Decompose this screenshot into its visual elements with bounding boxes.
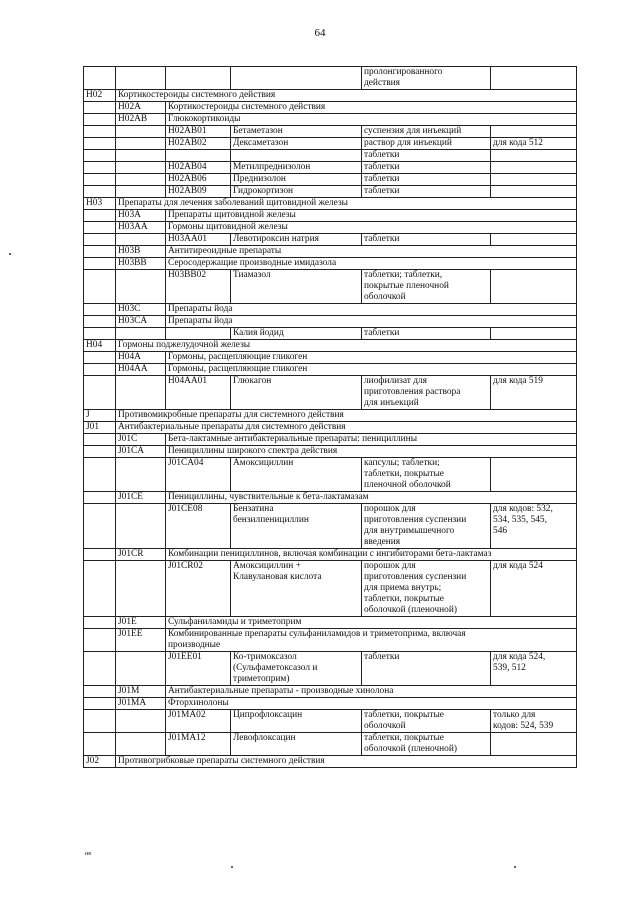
atc-code: J01CR02: [166, 561, 231, 617]
subgroup-description: Гормоны щитовидной железы: [166, 222, 577, 234]
group-row: [84, 549, 577, 561]
dosage-form: порошок для приготовления суспензии для внутримышечного введения: [362, 504, 491, 549]
group-code: J01: [84, 422, 116, 434]
group-row: [84, 364, 577, 376]
drug-row: [84, 150, 577, 162]
drug-name: Амоксициллин: [231, 458, 362, 492]
subgroup-description: Антитиреоидные препараты: [166, 246, 577, 258]
subgroup-code: J01CR: [116, 549, 166, 561]
drug-name: Глюкагон: [231, 376, 362, 410]
group-row: [84, 434, 577, 446]
subgroup-description: Препараты йода: [166, 316, 577, 328]
col-subgroup: [116, 376, 166, 410]
col-subgroup: [116, 174, 166, 186]
atc-code: J01MA02: [166, 710, 231, 733]
note: для кода 524: [491, 561, 577, 617]
drug-row: [84, 504, 577, 549]
drug-row: [84, 126, 577, 138]
note: [491, 186, 577, 198]
group-row: [84, 492, 577, 504]
note: [491, 458, 577, 492]
col-subgroup: [116, 733, 166, 756]
subgroup-code: H03A: [116, 210, 166, 222]
col-group: [84, 234, 116, 246]
note: [491, 328, 577, 340]
subgroup-code: J01MA: [116, 698, 166, 710]
dosage-form: таблетки; таблетки, покрытые пленочной оболочкой: [362, 270, 491, 304]
subgroup-code: J01EE: [116, 629, 166, 652]
subgroup-code: J01E: [116, 617, 166, 629]
atc-code: J01MA12: [166, 733, 231, 756]
col-group: [84, 328, 116, 340]
empty-cell: [84, 222, 116, 234]
subgroup-description: Глюкокортикоиды: [166, 114, 577, 126]
atc-code: H03AA01: [166, 234, 231, 246]
group-row: [84, 617, 577, 629]
drug-name: Бетаметазон: [231, 126, 362, 138]
empty-cell: [84, 316, 116, 328]
drug-name: Гидрокортизон: [231, 186, 362, 198]
subgroup-description: Пенициллины широкого спектра действия: [166, 446, 577, 458]
atc-code: [166, 67, 231, 90]
atc-code: [166, 150, 231, 162]
dosage-form: таблетки: [362, 328, 491, 340]
atc-code: H04AA01: [166, 376, 231, 410]
col-group: [84, 710, 116, 733]
group-code: J: [84, 410, 116, 422]
empty-cell: [84, 102, 116, 114]
group-description: Противогрибковые препараты системного действия: [116, 756, 577, 768]
group-code: J02: [84, 756, 116, 768]
subgroup-code: H03B: [116, 246, 166, 258]
note: для кодов: 532, 534, 535, 545, 546: [491, 504, 577, 549]
atc-code: H02AB06: [166, 174, 231, 186]
group-row: [84, 246, 577, 258]
subgroup-code: H03CA: [116, 316, 166, 328]
group-description: Кортикостероиды системного действия: [116, 90, 577, 102]
dosage-form: пролонгированного действия: [362, 67, 491, 90]
subgroup-code: H02A: [116, 102, 166, 114]
group-row: [84, 222, 577, 234]
col-group: [84, 652, 116, 686]
subgroup-description: Кортикостероиды системного действия: [166, 102, 577, 114]
drug-name: Калия йодид: [231, 328, 362, 340]
scan-speck: [9, 253, 11, 255]
drug-row: [84, 458, 577, 492]
group-row: [84, 446, 577, 458]
drug-row: [84, 561, 577, 617]
col-group: [84, 150, 116, 162]
dosage-form: раствор для инъекций: [362, 138, 491, 150]
group-row: [84, 90, 577, 102]
empty-cell: [84, 686, 116, 698]
group-code: H04: [84, 340, 116, 352]
subgroup-description: Гормоны, расщепляющие гликоген: [166, 364, 577, 376]
drug-name: Левофлоксацин: [231, 733, 362, 756]
group-description: Препараты для лечения заболеваний щитовидной железы: [116, 198, 577, 210]
subgroup-code: J01M: [116, 686, 166, 698]
col-group: [84, 504, 116, 549]
note: [491, 150, 577, 162]
group-row: [84, 102, 577, 114]
atc-code: J01CE08: [166, 504, 231, 549]
subgroup-description: Серосодержащие производные имидазола: [166, 258, 577, 270]
atc-code: H02AB02: [166, 138, 231, 150]
note: [491, 67, 577, 90]
drug-row: [84, 733, 577, 756]
empty-cell: [84, 617, 116, 629]
drug-row: [84, 376, 577, 410]
subgroup-code: H03C: [116, 304, 166, 316]
subgroup-code: H04AA: [116, 364, 166, 376]
empty-cell: [84, 698, 116, 710]
note: для кода 519: [491, 376, 577, 410]
subgroup-description: Комбинированные препараты сульфаниламидов и триметоприма, включая производные: [166, 629, 577, 652]
group-row: [84, 629, 577, 652]
col-subgroup: [116, 710, 166, 733]
col-subgroup: [116, 561, 166, 617]
dosage-form: таблетки, покрытые оболочкой (пленочной): [362, 733, 491, 756]
col-group: [84, 174, 116, 186]
page-number: 64: [314, 27, 326, 39]
empty-cell: [84, 434, 116, 446]
col-subgroup: [116, 162, 166, 174]
dosage-form: таблетки: [362, 174, 491, 186]
dosage-form: таблетки: [362, 186, 491, 198]
note: [491, 126, 577, 138]
empty-cell: [84, 304, 116, 316]
drug-name: Бензатина бензилпенициллин: [231, 504, 362, 549]
subgroup-code: H02AB: [116, 114, 166, 126]
group-description: Гормоны поджелудочной железы: [116, 340, 577, 352]
group-row: [84, 352, 577, 364]
atc-code: H02AB04: [166, 162, 231, 174]
drug-name: [231, 67, 362, 90]
col-subgroup: [116, 458, 166, 492]
atc-code: H03BB02: [166, 270, 231, 304]
scan-speck: [231, 866, 233, 868]
subgroup-code: H04A: [116, 352, 166, 364]
empty-cell: [84, 549, 116, 561]
note: для кода 524, 539, 512: [491, 652, 577, 686]
col-subgroup: [116, 150, 166, 162]
drug-name: Преднизолон: [231, 174, 362, 186]
group-code: H02: [84, 90, 116, 102]
note: [491, 162, 577, 174]
drug-row: [84, 67, 577, 90]
col-subgroup: [116, 126, 166, 138]
drug-name: [231, 150, 362, 162]
drug-row: [84, 652, 577, 686]
dosage-form: лиофилизат для приготовления раствора для инъекций: [362, 376, 491, 410]
empty-cell: [84, 114, 116, 126]
subgroup-description: Пенициллины, чувствительные к бета-лактамазам: [166, 492, 577, 504]
dosage-form: таблетки, покрытые оболочкой: [362, 710, 491, 733]
note: только для кодов: 524, 539: [491, 710, 577, 733]
dosage-form: порошок для приготовления суспензии для приема внутрь; таблетки, покрытые оболочкой (пленочной): [362, 561, 491, 617]
subgroup-code: H03BB: [116, 258, 166, 270]
drug-table: [83, 66, 577, 768]
group-row: [84, 422, 577, 434]
atc-code: J01CA04: [166, 458, 231, 492]
note: [491, 174, 577, 186]
table-body: [84, 67, 577, 768]
empty-cell: [84, 352, 116, 364]
col-subgroup: [116, 504, 166, 549]
drug-row: [84, 162, 577, 174]
empty-cell: [84, 210, 116, 222]
subgroup-code: J01CA: [116, 446, 166, 458]
subgroup-code: J01C: [116, 434, 166, 446]
drug-row: [84, 174, 577, 186]
drug-name: Левотироксин натрия: [231, 234, 362, 246]
drug-name: Метилпреднизолон: [231, 162, 362, 174]
empty-cell: [84, 492, 116, 504]
empty-cell: [84, 258, 116, 270]
col-group: [84, 733, 116, 756]
col-subgroup: [116, 186, 166, 198]
subgroup-description: Сульфаниламиды и триметоприм: [166, 617, 577, 629]
empty-cell: [84, 446, 116, 458]
subgroup-description: Препараты щитовидной железы: [166, 210, 577, 222]
drug-name: Ципрофлоксацин: [231, 710, 362, 733]
drug-row: [84, 710, 577, 733]
col-subgroup: [116, 328, 166, 340]
drug-row: [84, 328, 577, 340]
group-row: [84, 410, 577, 422]
subgroup-description: Фторхинолоны: [166, 698, 577, 710]
drug-row: [84, 234, 577, 246]
empty-cell: [84, 364, 116, 376]
col-subgroup: [116, 652, 166, 686]
col-group: [84, 458, 116, 492]
subgroup-description: Антибактериальные препараты - производные хинолона: [166, 686, 577, 698]
col-group: [84, 186, 116, 198]
drug-name: Тиамазол: [231, 270, 362, 304]
atc-code: J01EE01: [166, 652, 231, 686]
drug-name: Ко-тримоксазол (Сульфаметоксазол и триметоприм): [231, 652, 362, 686]
group-description: Противомикробные препараты для системного действия: [116, 410, 577, 422]
drug-name: Дексаметазон: [231, 138, 362, 150]
col-group: [84, 270, 116, 304]
group-row: [84, 686, 577, 698]
col-subgroup: [116, 138, 166, 150]
subgroup-code: J01CE: [116, 492, 166, 504]
group-row: [84, 258, 577, 270]
subgroup-code: H03AA: [116, 222, 166, 234]
group-row: [84, 114, 577, 126]
col-group: [84, 162, 116, 174]
col-subgroup: [116, 234, 166, 246]
note: для кода 512: [491, 138, 577, 150]
subgroup-description: Бета-лактамные антибактериальные препараты: пенициллины: [166, 434, 577, 446]
note: [491, 234, 577, 246]
footer-mark: нв: [85, 851, 92, 857]
group-row: [84, 316, 577, 328]
subgroup-description: Препараты йода: [166, 304, 577, 316]
dosage-form: таблетки: [362, 162, 491, 174]
col-subgroup: [116, 67, 166, 90]
atc-code: H02AB09: [166, 186, 231, 198]
atc-code: H02AB01: [166, 126, 231, 138]
col-subgroup: [116, 270, 166, 304]
drug-row: [84, 270, 577, 304]
subgroup-description: Комбинации пенициллинов, включая комбинации с ингибиторами бета-лактамаз: [166, 549, 577, 561]
col-group: [84, 67, 116, 90]
atc-code: [166, 328, 231, 340]
group-row: [84, 210, 577, 222]
group-row: [84, 304, 577, 316]
subgroup-description: Гормоны, расщепляющие гликоген: [166, 352, 577, 364]
dosage-form: таблетки: [362, 652, 491, 686]
note: [491, 733, 577, 756]
group-description: Антибактериальные препараты для системного действия: [116, 422, 577, 434]
empty-cell: [84, 246, 116, 258]
dosage-form: таблетки: [362, 150, 491, 162]
drug-row: [84, 138, 577, 150]
col-group: [84, 561, 116, 617]
group-code: H03: [84, 198, 116, 210]
col-group: [84, 138, 116, 150]
drug-row: [84, 186, 577, 198]
col-group: [84, 126, 116, 138]
group-row: [84, 198, 577, 210]
drug-name: Амоксициллин + Клавулановая кислота: [231, 561, 362, 617]
col-group: [84, 376, 116, 410]
group-row: [84, 698, 577, 710]
note: [491, 270, 577, 304]
empty-cell: [84, 629, 116, 652]
scan-speck: [514, 866, 516, 868]
dosage-form: таблетки: [362, 234, 491, 246]
group-row: [84, 756, 577, 768]
dosage-form: капсулы; таблетки; таблетки, покрытые пленочной оболочкой: [362, 458, 491, 492]
dosage-form: суспензия для инъекций: [362, 126, 491, 138]
group-row: [84, 340, 577, 352]
